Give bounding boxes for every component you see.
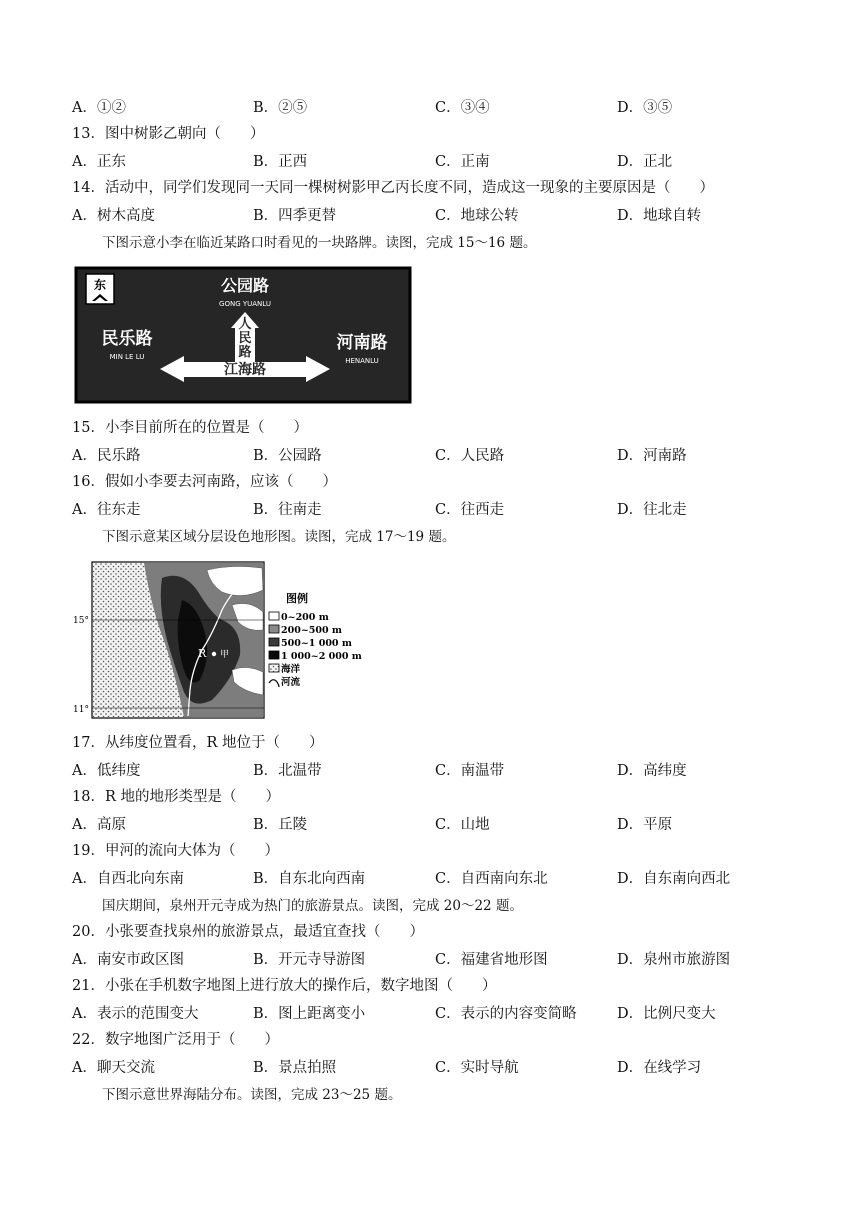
q15-stem: 15．小李目前所在的位置是（ ）	[72, 420, 308, 436]
q13-stem: 13．图中树影乙朝向（ ）	[72, 126, 265, 142]
q17-option-c: C．南温带	[435, 763, 505, 779]
q16-option-c: C．往西走	[435, 502, 505, 518]
legend-label: 1 000~2 000 m	[281, 651, 362, 662]
intro-17-19: 下图示意某区域分层设色地形图。读图，完成 17～19 题。	[102, 529, 456, 545]
q12-option-c: C．③④	[435, 100, 490, 116]
q14-option-c: C．地球公转	[435, 208, 519, 224]
intro-15-16: 下图示意小李在临近某路口时看见的一块路牌。读图，完成 15～16 题。	[102, 235, 537, 251]
intro-23-25: 下图示意世界海陆分布。读图，完成 23～25 题。	[102, 1087, 402, 1103]
q16-option-a: A．往东走	[72, 502, 141, 518]
q13-option-d: D．正北	[617, 154, 673, 170]
q14-stem: 14．活动中，同学们发现同一天同一棵树树影甲乙丙长度不同，造成这一现象的主要原因是（ ）	[72, 180, 714, 196]
road-sign-figure	[72, 264, 414, 406]
q18-stem: 18．R 地的地形类型是（ ）	[72, 789, 280, 805]
q15-option-d: D．河南路	[617, 448, 687, 464]
q17-stem: 17．从纬度位置看，R 地位于（ ）	[72, 735, 324, 751]
q16-stem: 16．假如小李要去河南路，应该（ ）	[72, 474, 337, 490]
q13-option-b: B．正西	[253, 154, 308, 170]
q18-option-d: D．平原	[617, 817, 673, 833]
legend-river-symbol	[269, 680, 279, 687]
q17-option-d: D．高纬度	[617, 763, 687, 779]
legend-swatch	[269, 651, 279, 659]
sign-center-vertical-char: 民	[238, 331, 252, 346]
q22-option-d: D．在线学习	[617, 1060, 702, 1076]
q15-option-a: A．民乐路	[72, 448, 141, 464]
q18-option-a: A．高原	[72, 817, 126, 833]
sign-top-road: 公园路	[220, 276, 270, 295]
sign-top-pinyin: GONG YUANLU	[219, 300, 271, 308]
q19-option-b: B．自东北向西南	[253, 871, 366, 887]
q13-option-a: A．正东	[72, 154, 126, 170]
intro-20-22: 国庆期间，泉州开元寺成为热门的旅游景点。读图，完成 20～22 题。	[102, 898, 523, 914]
legend-label: 河流	[281, 677, 301, 688]
r-marker-label: R	[198, 647, 207, 660]
q19-option-a: A．自西北向东南	[72, 871, 184, 887]
legend-swatch	[269, 664, 279, 672]
compass-badge	[86, 274, 114, 304]
q20-option-b: B．开元寺导游图	[253, 952, 366, 968]
q19-option-c: C．自西南向东北	[435, 871, 548, 887]
q22-option-b: B．景点拍照	[253, 1060, 337, 1076]
q16-option-b: B．往南走	[253, 502, 322, 518]
q14-option-a: A．树木高度	[72, 208, 155, 224]
q22-option-c: C．实时导航	[435, 1060, 519, 1076]
q12-option-d: D．③⑤	[617, 100, 673, 116]
legend-label: 200~500 m	[281, 625, 342, 636]
q20-option-a: A．南安市政区图	[72, 952, 184, 968]
legend-label: 海洋	[281, 664, 301, 675]
q18-option-b: B．丘陵	[253, 817, 308, 833]
legend-label: 500~1 000 m	[281, 638, 352, 649]
q18-option-c: C．山地	[435, 817, 490, 833]
q19-stem: 19．甲河的流向大体为（ ）	[72, 843, 279, 859]
q20-stem: 20．小张要查找泉州的旅游景点，最适宜查找（ ）	[72, 924, 424, 940]
q21-option-d: D．比例尺变大	[617, 1006, 716, 1022]
q14-option-b: B．四季更替	[253, 208, 337, 224]
sign-left-pinyin: MIN LE LU	[109, 353, 145, 361]
legend-swatch	[269, 638, 279, 646]
legend-swatch	[269, 625, 279, 633]
sign-right-road: 河南路	[336, 333, 388, 353]
q13-option-c: C．正南	[435, 154, 490, 170]
river-jia-label: 甲	[220, 650, 230, 660]
q20-option-c: C．福建省地形图	[435, 952, 548, 968]
q16-option-d: D．往北走	[617, 502, 687, 518]
q14-option-d: D．地球自转	[617, 208, 702, 224]
q21-option-b: B．图上距离变小	[253, 1006, 366, 1022]
sign-center-vertical-char: 路	[238, 345, 252, 360]
topographic-map-figure	[72, 560, 362, 722]
r-marker-dot	[212, 652, 216, 656]
q22-option-a: A．聊天交流	[72, 1060, 155, 1076]
q22-stem: 22．数字地图广泛用于（ ）	[72, 1032, 279, 1048]
q17-option-a: A．低纬度	[72, 763, 141, 779]
q15-option-c: C．人民路	[435, 448, 505, 464]
sign-right-pinyin: HENANLU	[345, 357, 379, 365]
q21-option-a: A．表示的范围变大	[72, 1006, 199, 1022]
q19-option-d: D．自东南向西北	[617, 871, 731, 887]
q20-option-d: D．泉州市旅游图	[617, 952, 731, 968]
q21-stem: 21．小张在手机数字地图上进行放大的操作后，数字地图（ ）	[72, 978, 497, 994]
legend-title: 图例	[286, 592, 308, 605]
latitude-15-label: 15°	[73, 616, 89, 626]
compass-label: 东	[93, 278, 107, 292]
latitude-11-label: 11°	[73, 705, 89, 715]
q12-option-a: A．①②	[72, 100, 126, 116]
legend-label: 0~200 m	[281, 612, 329, 623]
sign-center-horizontal-road: 江海路	[224, 362, 266, 378]
map-legend	[269, 591, 362, 688]
q21-option-c: C．表示的内容变简略	[435, 1006, 577, 1022]
q17-option-b: B．北温带	[253, 763, 322, 779]
q15-option-b: B．公园路	[253, 448, 322, 464]
sign-center-vertical-road	[238, 317, 251, 360]
q12-option-b: B．②⑤	[253, 100, 308, 116]
sign-left-road: 民乐路	[101, 329, 153, 349]
legend-swatch	[269, 612, 279, 620]
sign-center-vertical-char: 人	[238, 317, 252, 332]
